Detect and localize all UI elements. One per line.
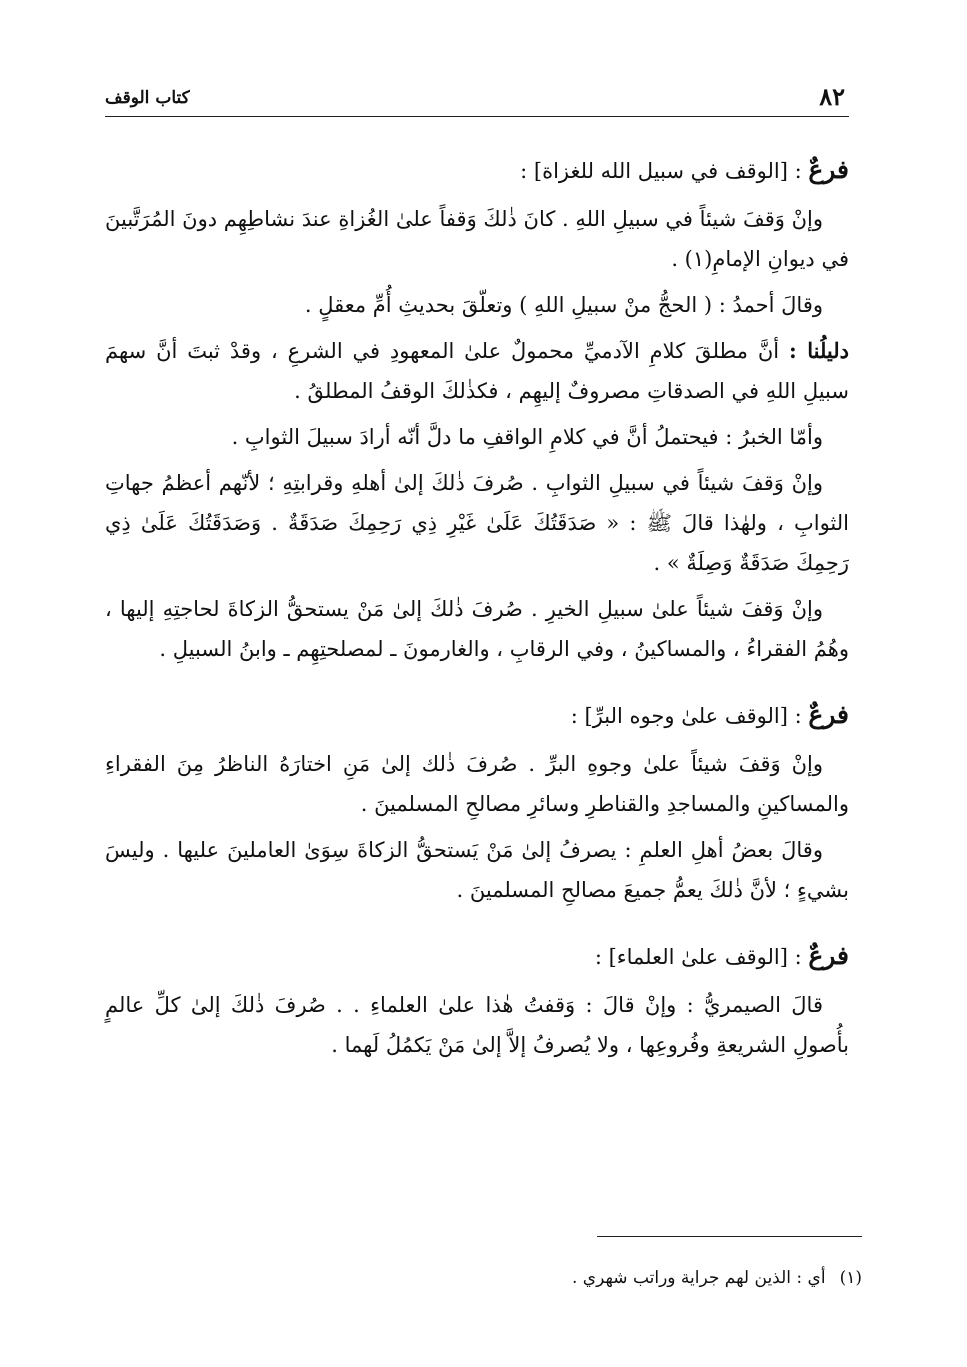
paragraph: وإنْ وَقفَ شيئاً علىٰ سبيلِ الخيرِ . صُرفَ ذٰلكَ إلىٰ مَنْ يستحقُّ الزكاةَ لحاجتِهِ إليها ، وهُمُ الفقراءُ ، والمساكينُ ، وفي الرقابِ ، والغارمونَ ـ لمصلحتِهِم ـ وابنُ السبيلِ . xyxy=(105,597,849,661)
section-title: : [الوقف في سبيل الله للغزاة] : xyxy=(520,159,809,183)
section-heading xyxy=(105,936,849,977)
paragraph: وإنْ وَقفَ شيئاً في سبيلِ الثوابِ . صُرفَ ذٰلكَ إلىٰ أهلهِ وقرابتِهِ ؛ لأنّهم أعظمُ جهاتِ الثوابِ ، ولهٰذا قالَ ﷺ : « صَدَقَتُكَ عَلَىٰ غَيْرِ ذِي رَحِمِكَ صَدَقَةٌ . وَصَدَقَتُكَ عَلَىٰ ذِي رَحِمِكَ صَدَقَةٌ وَصِلَةٌ » . xyxy=(105,471,849,575)
footnote xyxy=(118,1268,862,1288)
section-heading xyxy=(105,695,849,736)
footnote-text: أي : الذين لهم جراية وراتب شهري . xyxy=(571,1268,826,1288)
section-title: : [الوقف علىٰ العلماء] : xyxy=(594,945,809,969)
page-header xyxy=(105,82,849,117)
book-title: كتاب الوقف xyxy=(105,88,190,108)
section-label: فرعٌ xyxy=(808,155,849,184)
section-label: فرعٌ xyxy=(808,700,849,729)
paragraph: قالَ الصيمريُّ : وإنْ قالَ : وَقفتُ هٰذا علىٰ العلماءِ . . صُرفَ ذٰلكَ إلىٰ كلِّ عالمٍ بأُصولِ الشريعةِ وفُروعِها ، ولا يُصرفُ إلاَّ إلىٰ مَنْ يَكمُلُ لَهما . xyxy=(105,993,849,1057)
footnote-divider xyxy=(597,1236,862,1237)
evidence-text: أنَّ مطلقَ كلامِ الآدميِّ محمولٌ علىٰ المعهودِ في الشرعِ ، وقدْ ثبتَ أنَّ سهمَ سبيلِ اللهِ في الصدقاتِ مصروفٌ إليهِم ، فكذٰلكَ الوقفُ المطلقُ . xyxy=(105,339,849,403)
section-title: : [الوقف علىٰ وجوه البرِّ] : xyxy=(570,704,809,728)
paragraph: وقالَ أحمدُ : ( الحجُّ منْ سبيلِ اللهِ ) وتعلّقَ بحديثِ أُمِّ معقلٍ . xyxy=(304,293,823,317)
paragraph: وأمّا الخبرُ : فيحتملُ أنَّ في كلامِ الواقفِ ما دلَّ أنّه أرادَ سبيلَ الثوابِ . xyxy=(231,425,823,449)
paragraph: وإنْ وَقفَ شيئاً في سبيلِ اللهِ . كانَ ذٰلكَ وَقفاً علىٰ الغُزاةِ عندَ نشاطِهِم دونَ المُرَتَّبينَ في ديوانِ الإمامِ(١) . xyxy=(105,207,849,271)
section-label: فرعٌ xyxy=(808,941,849,970)
footnote-number: (١) xyxy=(839,1268,862,1288)
evidence-paragraph xyxy=(105,331,849,411)
paragraph: وقالَ بعضُ أهلِ العلمِ : يصرفُ إلىٰ مَنْ يَستحقُّ الزكاةَ سِوَىٰ العاملينَ عليها . وليسَ بشيءٍ ؛ لأنَّ ذٰلكَ يعمُّ جميعَ مصالحِ المسلمينَ . xyxy=(105,838,849,902)
body-text xyxy=(105,150,849,1071)
section-heading xyxy=(105,150,849,191)
evidence-lead: دليلُنا : xyxy=(788,338,850,363)
paragraph: وإنْ وَقفَ شيئاً علىٰ وجوهِ البرِّ . صُرفَ ذٰلك إلىٰ مَنِ اختارَهُ الناظرُ مِنَ الفقراءِ والمساكينِ والمساجدِ والقناطرِ وسائرِ مصالحِ المسلمينَ . xyxy=(105,752,849,816)
page-number: ٨٢ xyxy=(819,82,845,111)
